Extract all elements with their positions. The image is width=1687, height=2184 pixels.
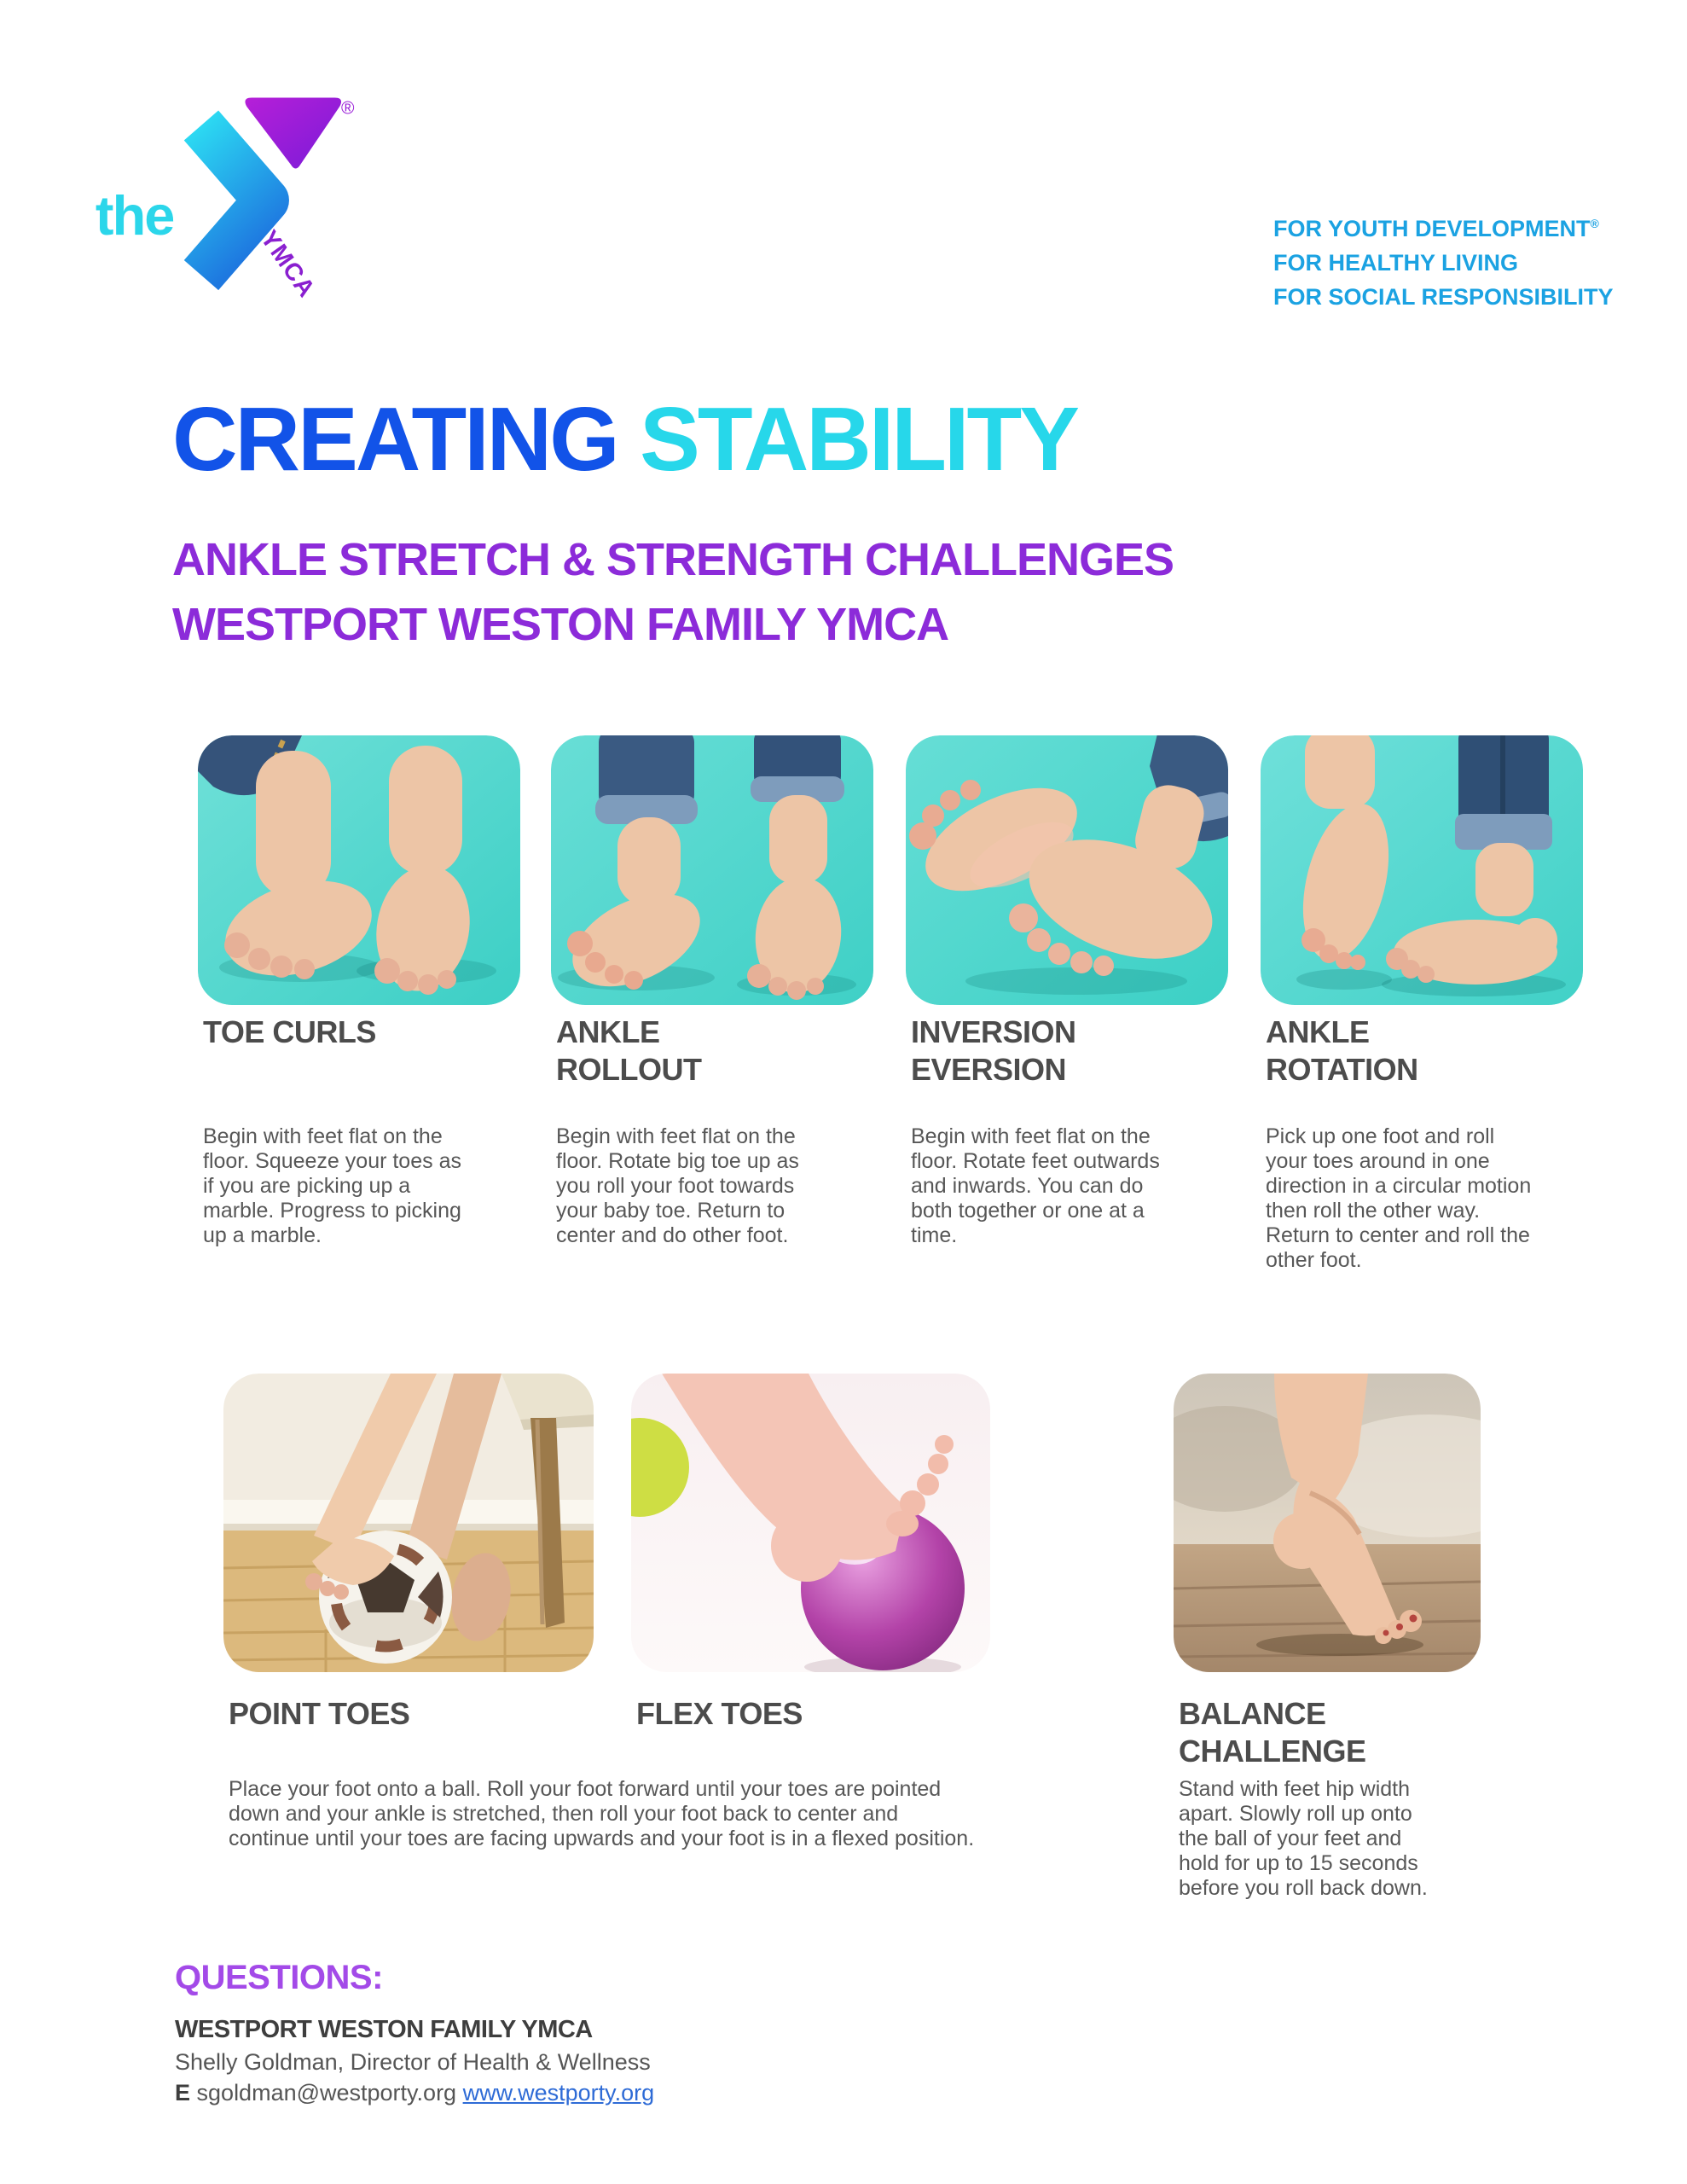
logo-registered-mark: ® bbox=[341, 98, 355, 119]
balance-challenge-photo bbox=[1174, 1374, 1481, 1672]
email-label: E bbox=[175, 2080, 191, 2106]
subtitle-line-1: ANKLE STRETCH & STRENGTH CHALLENGES bbox=[172, 534, 1174, 585]
brand-tagline bbox=[1273, 206, 1614, 314]
inversion-eversion-photo bbox=[906, 735, 1228, 1005]
exercise-description: Begin with feet flat on the floor. Squeeze your toes as if you are picking up a marble. Progress to picking up a marble. bbox=[203, 1124, 461, 1247]
exercise-description: Begin with feet flat on the floor. Rotate feet outwards and inwards. You can do both together or one at a time. bbox=[911, 1124, 1160, 1247]
flex-toes-photo bbox=[631, 1374, 990, 1672]
exercise-card-toe-curls bbox=[198, 735, 520, 1248]
email-address: sgoldman@westporty.org bbox=[196, 2080, 457, 2106]
website-link[interactable]: www.westporty.org bbox=[462, 2080, 655, 2106]
jeans-leg bbox=[1455, 735, 1552, 850]
contact-email-line bbox=[175, 2080, 654, 2106]
title-word-creating: CREATING bbox=[172, 389, 617, 490]
exercise-description: Pick up one foot and roll your toes around in one direction in a circular motion then roll the other way. Return to center and roll the other foot. bbox=[1266, 1124, 1532, 1272]
exercise-title: TOE CURLS bbox=[203, 1014, 376, 1049]
logo-chevron bbox=[201, 125, 266, 276]
exercise-title: BALANCE CHALLENGE bbox=[1179, 1696, 1366, 1769]
tagline-line-3: FOR SOCIAL RESPONSIBILITY bbox=[1273, 284, 1614, 310]
exercise-title: ANKLE ROLLOUT bbox=[556, 1014, 702, 1087]
ymca-logo-icon bbox=[92, 90, 361, 303]
exercise-description: Begin with feet flat on the floor. Rotate big toe up as you roll your foot towards your baby toe. Return to center and do other foot. bbox=[556, 1124, 799, 1247]
logo-ymca-text: YMCA bbox=[254, 225, 321, 303]
tagline-registered-mark: ® bbox=[1590, 217, 1599, 230]
exercise-card-ankle-rotation bbox=[1261, 735, 1583, 1273]
exercise-card-flex-toes bbox=[631, 1374, 990, 1777]
exercise-title: FLEX TOES bbox=[636, 1696, 803, 1731]
subtitle-line-2: WESTPORT WESTON FAMILY YMCA bbox=[172, 599, 949, 650]
exercise-card-inversion-eversion bbox=[906, 735, 1228, 1248]
contact-name: Shelly Goldman, Director of Health & Wellness bbox=[175, 2049, 651, 2075]
footer bbox=[175, 1959, 654, 2106]
subtitle bbox=[172, 527, 1174, 657]
exercise-card-ankle-rollout bbox=[551, 735, 873, 1248]
page-title bbox=[172, 389, 1077, 490]
title-word-stability: STABILITY bbox=[640, 389, 1077, 490]
tagline-line-2: FOR HEALTHY LIVING bbox=[1273, 250, 1519, 276]
logo-the-text: the bbox=[95, 183, 174, 247]
exercise-title: POINT TOES bbox=[229, 1696, 410, 1731]
organization-name: WESTPORT WESTON FAMILY YMCA bbox=[175, 2016, 593, 2043]
questions-label: QUESTIONS: bbox=[175, 1959, 383, 1996]
tagline-line-1: FOR YOUTH DEVELOPMENT® bbox=[1273, 216, 1599, 241]
point-toes-photo bbox=[223, 1374, 594, 1672]
ankle-rollout-photo bbox=[551, 735, 873, 1005]
exercise-card-balance-challenge bbox=[1174, 1374, 1481, 1901]
toe-curls-photo bbox=[198, 735, 520, 1005]
exercise-title: INVERSION EVERSION bbox=[911, 1014, 1076, 1087]
exercise-title: ANKLE ROTATION bbox=[1266, 1014, 1418, 1087]
point-flex-description: Place your foot onto a ball. Roll your foot forward until your toes are pointed down and your ankle is stretched, then roll your foot back to center and continue until your toes are facing upwards and your foot is in a flexed position. bbox=[229, 1777, 975, 1850]
exercise-description: Stand with feet hip width apart. Slowly roll up onto the ball of your feet and hold for up to 15 seconds before you roll back down. bbox=[1179, 1777, 1428, 1900]
ankle-rotation-photo bbox=[1261, 735, 1583, 1005]
exercise-card-point-toes bbox=[223, 1374, 594, 1777]
